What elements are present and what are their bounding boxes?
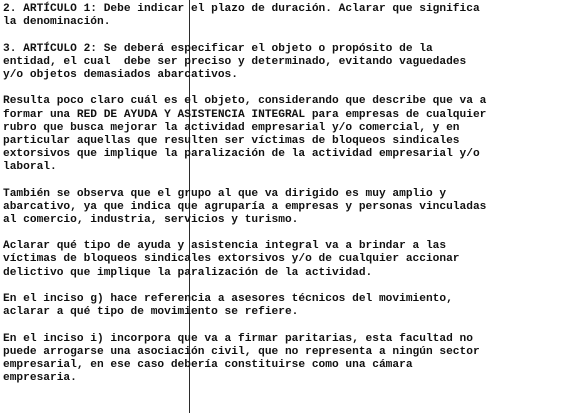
document-body: [3, 3, 585, 399]
paragraph-article-1: [3, 3, 585, 29]
text-line: y/o objetos demasiados abarcativos.: [3, 68, 238, 81]
text-line: víctimas de bloqueos sindicales extorsivos y/o de cualquier accionar: [3, 253, 460, 266]
text-line: laboral.: [3, 160, 57, 173]
text-line: rubro que busca mejorar la actividad empresarial y/o comercial, y en: [3, 121, 460, 134]
text-line: empresaria.: [3, 372, 77, 385]
text-line: aclarar a qué tipo de movimiento se refiere.: [3, 306, 299, 319]
paragraph-grupo: [3, 188, 585, 227]
text-line: entidad, el cual debe ser preciso y determinado, evitando vaguedades: [3, 55, 467, 68]
text-line: particular aquellas que resulten ser víctimas de bloqueos sindicales: [3, 134, 460, 147]
text-line: En el inciso g) hace referencia a asesores técnicos del movimiento,: [3, 293, 453, 306]
text-line: puede arrogarse una asociación civil, que no representa a ningún sector: [3, 345, 480, 358]
text-line: al comercio, industria, servicios y turismo.: [3, 213, 299, 226]
paragraph-inciso-i: [3, 333, 585, 385]
paragraph-objeto: [3, 95, 585, 174]
text-line: Aclarar qué tipo de ayuda y asistencia integral va a brindar a las: [3, 240, 447, 253]
text-line: También se observa que el grupo al que va dirigido es muy amplio y: [3, 187, 447, 200]
paragraph-ayuda: [3, 240, 585, 279]
text-line: 2. ARTÍCULO 1: Debe indicar el plazo de duración. Aclarar que significa: [3, 3, 480, 15]
text-line: Resulta poco claro cuál es el objeto, considerando que describe que va a: [3, 95, 487, 108]
text-line: empresarial, en ese caso debería constituirse como una cámara: [3, 358, 413, 371]
text-line: delictivo que implique la paralización de la actividad.: [3, 266, 373, 279]
text-line: En el inciso i) incorpora que va a firmar paritarias, esta facultad no: [3, 332, 473, 345]
paragraph-inciso-g: [3, 293, 585, 319]
text-line: formar una RED DE AYUDA Y ASISTENCIA INTEGRAL para empresas de cualquier: [3, 108, 487, 121]
text-line: la denominación.: [3, 16, 111, 29]
text-line: extorsivos que implique la paralización de la actividad empresarial y/o: [3, 147, 480, 160]
paragraph-article-2: [3, 43, 585, 82]
text-line: abarcativo, ya que indica que agruparía a empresas y personas vinculadas: [3, 200, 487, 213]
text-line: 3. ARTÍCULO 2: Se deberá especificar el objeto o propósito de la: [3, 42, 433, 55]
